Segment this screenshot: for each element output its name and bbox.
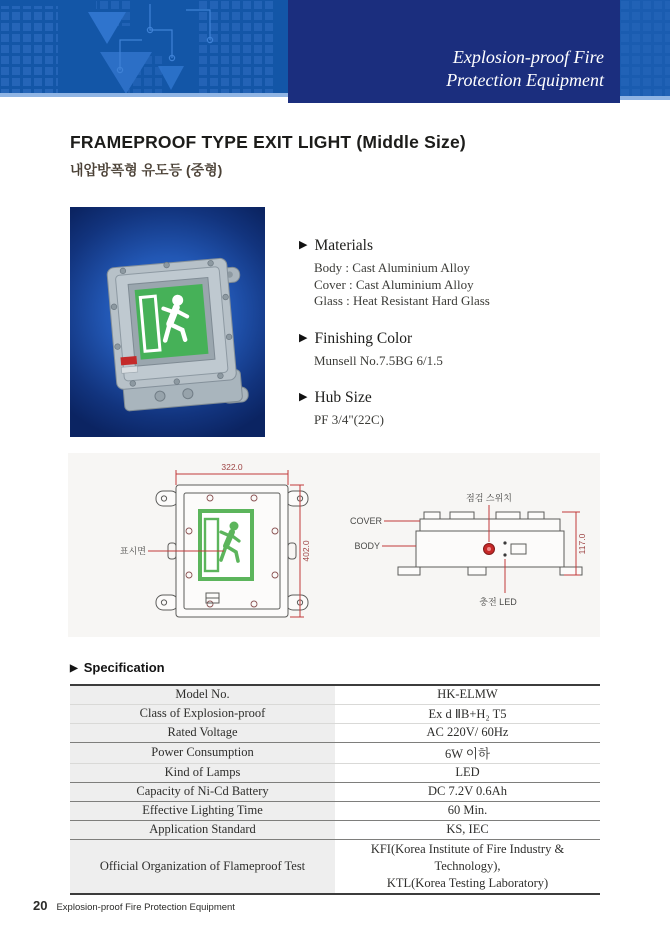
table-row <box>70 820 600 839</box>
specification-heading <box>70 660 165 675</box>
dimension-drawing-icon <box>68 453 600 637</box>
page-subtitle-korean: 내압방폭형 유도등 (중형) <box>70 162 223 178</box>
circuit-pattern-icon <box>0 0 288 97</box>
feature-heading <box>299 389 599 407</box>
spec-label: Model No. <box>70 685 335 704</box>
table-row <box>70 839 600 894</box>
spec-value: DC 7.2V 0.6Ah <box>335 782 600 801</box>
exit-light-device-icon <box>70 207 265 437</box>
spec-label: Kind of Lamps <box>70 763 335 782</box>
spec-value <box>335 839 600 894</box>
feature-heading <box>299 330 599 348</box>
technical-drawing-panel <box>68 453 600 637</box>
spec-value-line1: KFI(Korea Institute of Fire Industry & Technology), <box>370 841 565 873</box>
page-header <box>0 0 670 104</box>
feature-heading-label: Finishing Color <box>314 329 413 347</box>
footer-text: Explosion-proof Fire Protection Equipment <box>56 902 235 913</box>
feature-finishing-color <box>299 330 599 370</box>
feature-line: PF 3/4"(22C) <box>314 412 384 427</box>
header-banner <box>288 0 620 103</box>
table-row <box>70 723 600 742</box>
page-number: 20 <box>33 898 48 913</box>
specification-heading-label: Specification <box>83 660 165 675</box>
inspection-switch-label: 점검 스위치 <box>466 493 512 503</box>
feature-line: Munsell No.7.5BG 6/1.5 <box>314 352 443 368</box>
spec-label: Power Consumption <box>70 742 335 763</box>
table-row <box>70 801 600 820</box>
bullet-triangle-icon: ▶ <box>299 331 308 344</box>
spec-value: Ex d ⅡB+H₂ T5 <box>335 704 600 723</box>
feature-materials <box>299 237 599 310</box>
bullet-triangle-icon: ▶ <box>299 239 308 251</box>
display-surface-label: 표시면 <box>119 546 146 556</box>
spec-value-line2: KTL(Korea Testing Laboratory) <box>386 875 549 890</box>
bullet-triangle-icon: ▶ <box>70 663 78 674</box>
page-footer <box>33 897 235 915</box>
table-row <box>70 704 600 723</box>
banner-title-line2: Protection Equipment <box>446 70 604 90</box>
spec-label: Application Standard <box>70 820 335 839</box>
spec-label: Class of Explosion-proof <box>70 704 335 723</box>
title-block <box>70 132 466 180</box>
charging-led-label: 충전 LED <box>479 597 517 607</box>
spec-label: Effective Lighting Time <box>70 801 335 820</box>
body-label: BODY <box>354 541 380 551</box>
table-row <box>70 782 600 801</box>
grid-pattern-icon <box>620 0 670 100</box>
spec-value: 60 Min. <box>335 801 600 820</box>
spec-value: 6W 이하 <box>335 742 600 763</box>
feature-list <box>299 237 599 449</box>
feature-line: Glass : Heat Resistant Hard Glass <box>314 293 490 308</box>
spec-label: Capacity of Ni-Cd Battery <box>70 782 335 801</box>
page-title: FRAMEPROOF TYPE EXIT LIGHT (Middle Size) <box>70 132 466 152</box>
feature-heading-label: Hub Size <box>314 389 372 406</box>
feature-heading <box>299 237 599 255</box>
bullet-triangle-icon: ▶ <box>299 391 308 403</box>
front-width-dimension: 322.0 <box>221 462 243 472</box>
table-row <box>70 742 600 763</box>
feature-line: Body : Cast Aluminium Alloy <box>314 260 471 275</box>
specification-table <box>70 684 600 895</box>
spec-value: HK-ELMW <box>335 685 600 704</box>
table-row <box>70 685 600 704</box>
spec-label: Official Organization of Flameproof Test <box>70 839 335 894</box>
feature-hub-size <box>299 389 599 429</box>
product-photo <box>70 207 265 437</box>
header-circuit-pattern-right <box>620 0 670 100</box>
spec-value: AC 220V/ 60Hz <box>335 723 600 742</box>
spec-value: KS, IEC <box>335 820 600 839</box>
table-row <box>70 763 600 782</box>
cover-label: COVER <box>349 516 382 526</box>
spec-value: LED <box>335 763 600 782</box>
side-height-dimension: 117.0 <box>577 533 587 555</box>
feature-heading-label: Materials <box>314 237 374 254</box>
banner-title-line1: Explosion-proof Fire <box>452 47 604 67</box>
spec-label: Rated Voltage <box>70 723 335 742</box>
feature-line: Cover : Cast Aluminium Alloy <box>314 276 474 292</box>
front-height-dimension: 402.0 <box>301 540 311 562</box>
header-circuit-pattern-left <box>0 0 288 97</box>
